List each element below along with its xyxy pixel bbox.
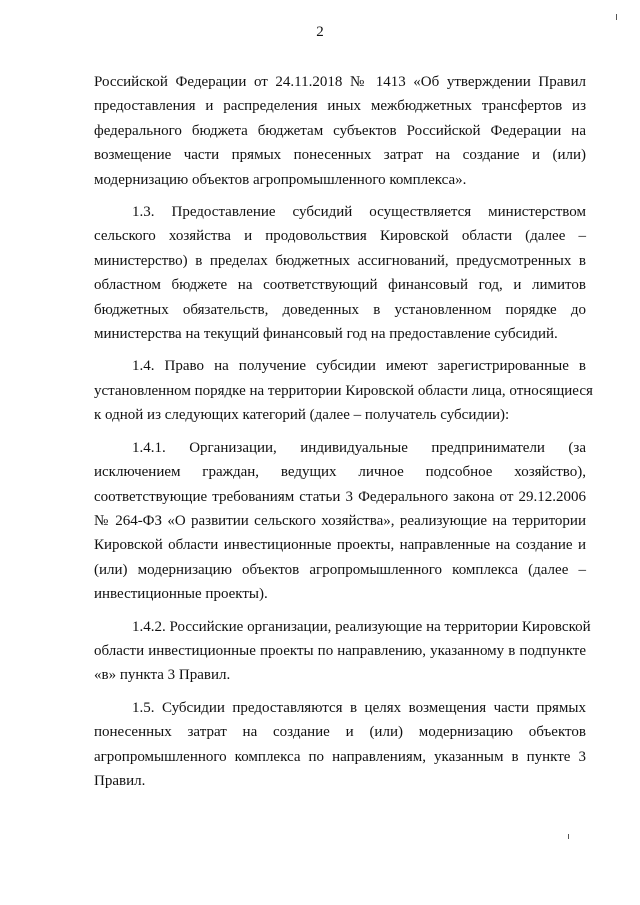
paragraph-1-3	[94, 200, 586, 346]
text-line: исключением граждан, ведущих личное подсобное хозяйство),	[94, 464, 586, 481]
text-line: федерального бюджета бюджетам субъектов Российской Федерации на	[94, 122, 586, 139]
text-line: предоставления и распределения иных межбюджетных трансфертов из	[94, 98, 586, 115]
text-line: бюджетных обязательств, доведенных в установленном порядке до	[94, 301, 586, 318]
scan-speck	[616, 14, 617, 20]
text-line: модернизацию объектов агропромышленного комплекса».	[94, 171, 467, 188]
text-line: агропромышленного комплекса по направлениям, указанным в пункте 3	[94, 748, 586, 765]
text-line: установленном порядке на территории Кировской области лица, относящиеся	[94, 382, 593, 399]
text-line: 1.3. Предоставление субсидий осуществляется министерством	[132, 204, 586, 221]
text-line: 1.4.2. Российские организации, реализующие на территории Кировской	[132, 618, 591, 635]
paragraph-1-4-2	[94, 615, 591, 688]
text-line: 1.4. Право на получение субсидии имеют зарегистрированные в	[132, 358, 586, 375]
text-line: к одной из следующих категорий (далее – получатель субсидии):	[94, 407, 510, 424]
text-line: возмещение части прямых понесенных затрат на создание и (или)	[94, 147, 586, 164]
paragraph-1-4-1	[94, 436, 586, 607]
text-line: Правил.	[94, 772, 146, 789]
text-line: «в» пункта 3 Правил.	[94, 667, 231, 684]
page-number: 2	[316, 24, 324, 40]
text-line: министерства на текущий финансовый год на предоставление субсидий.	[94, 326, 558, 343]
text-line: области инвестиционные проекты по направлению, указанному в подпункте	[94, 642, 586, 659]
text-line: соответствующие требованиям статьи 3 Федерального закона от 29.12.2006	[94, 488, 586, 505]
text-line: областном бюджете на соответствующий финансовый год, и лимитов	[94, 277, 586, 294]
text-line: Кировской области инвестиционные проекты, направленные на создание и	[94, 537, 586, 554]
scan-speck	[568, 834, 569, 839]
document-body	[94, 70, 593, 793]
paragraph-1-4	[94, 354, 593, 427]
text-line: министерство) в пределах бюджетных ассигнований, предусмотренных в	[94, 252, 586, 269]
text-line: сельского хозяйства и продовольствия Кировской области (далее –	[94, 228, 586, 245]
text-line: Российской Федерации от 24.11.2018 № 1413 «Об утверждении Правил	[94, 74, 586, 90]
text-line: инвестиционные проекты).	[94, 586, 268, 603]
text-line: 1.4.1. Организации, индивидуальные предприниматели (за	[132, 439, 586, 456]
paragraph-1-5	[94, 696, 586, 794]
text-line: (или) модернизацию объектов агропромышленного комплекса (далее –	[94, 561, 586, 578]
text-line: № 264-ФЗ «О развитии сельского хозяйства», реализующие на территории	[94, 512, 586, 529]
text-line: 1.5. Субсидии предоставляются в целях возмещения части прямых	[132, 699, 586, 716]
paragraph-intro-continuation	[94, 70, 586, 192]
text-line: понесенных затрат на создание и (или) модернизацию объектов	[94, 724, 586, 741]
